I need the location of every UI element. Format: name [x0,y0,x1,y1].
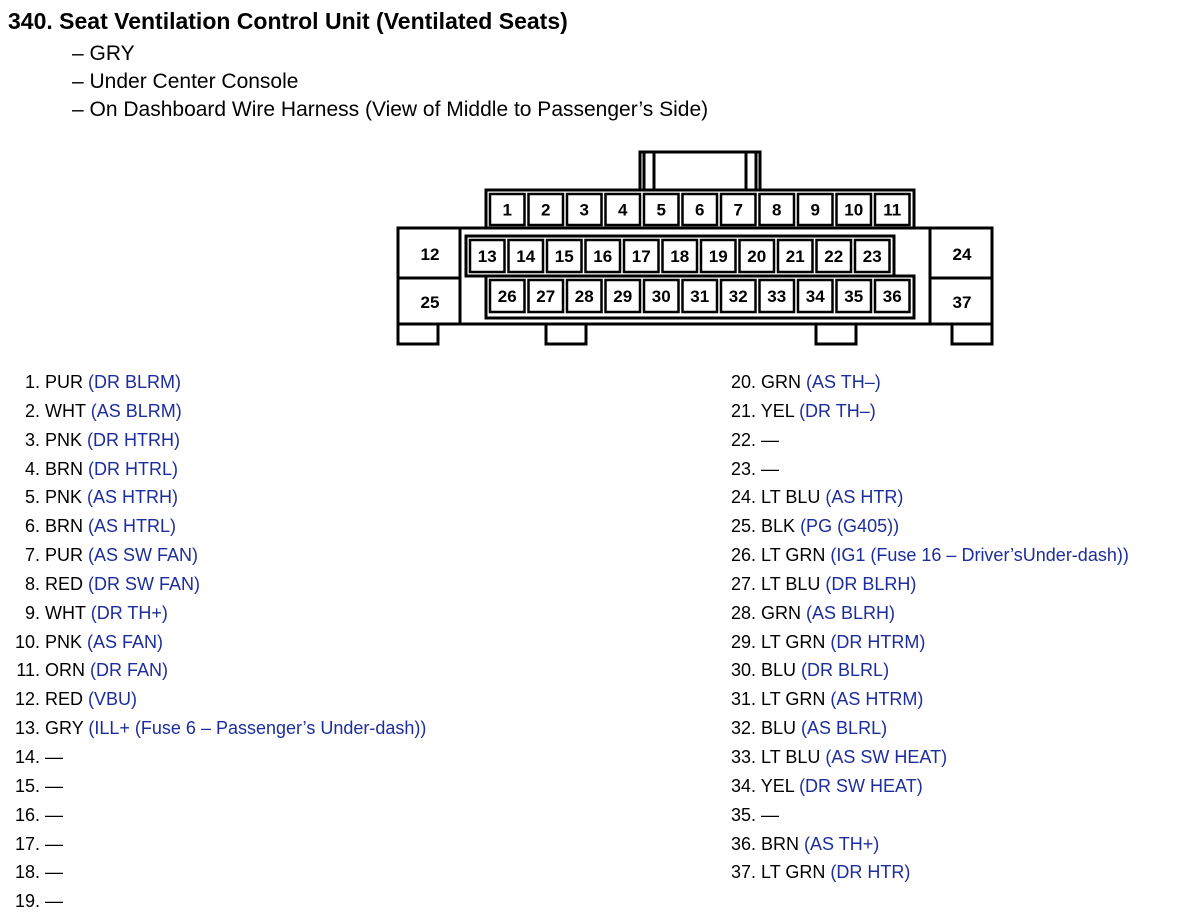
pin-number: 6. [24,516,40,537]
pin-entry [724,368,1129,397]
wire-color: — [45,804,64,825]
pin-number: 15. [14,775,40,796]
wire-color: PNK [45,631,83,652]
connector-latch [640,152,760,190]
pin-cell-label: 11 [883,200,902,220]
pin-cell-label: 1 [502,200,512,220]
pin-cell-label: 2 [541,200,551,220]
pin-list-right [724,368,1129,887]
pin-number: 23. [730,458,756,479]
pin-number: 34. [730,775,756,796]
pin-entry [724,830,1129,859]
pin-function: (DR HTRL) [88,458,179,479]
pin-number: 19. [14,891,40,912]
pin-entry [8,858,426,887]
pin-cell-label: 10 [844,200,864,220]
wire-color: — [761,458,780,479]
pin-number: 36. [730,833,756,854]
wire-color: GRN [761,602,802,623]
wire-color: PNK [45,487,83,508]
side-pin-label: 25 [420,293,440,312]
pin-cell-label: 19 [708,247,728,266]
pin-number: 21. [730,400,756,421]
pin-number: 32. [730,718,756,739]
wire-color: BRN [761,833,800,854]
pin-entry [8,830,426,859]
pin-cell-label: 16 [593,247,613,266]
pin-cell-label: 26 [497,287,517,306]
pin-number: 10. [14,631,40,652]
pin-cell-label: 22 [824,247,844,266]
pin-cell-label: 7 [733,200,743,220]
pin-function: (ILL+ (Fuse 6 – Passenger’s Under-dash)) [88,718,427,739]
pin-list-left [8,368,426,916]
pin-cell-label: 17 [631,247,651,266]
pin-entry [724,397,1129,426]
side-pin-label: 37 [952,293,972,312]
pin-number: 11. [16,660,40,681]
pin-number: 13. [14,718,40,739]
pin-entry [724,599,1129,628]
wire-color: PUR [45,545,84,566]
pin-entry [724,483,1129,512]
pin-entry [8,887,426,916]
connector-foot-3 [816,324,856,344]
pin-cell-label: 21 [785,247,805,266]
detail-color: – GRY [72,42,135,65]
pin-function: (AS TH–) [806,372,881,392]
pin-entry [8,714,426,743]
connector-foot-4 [952,324,992,344]
wire-color: PNK [45,429,83,450]
pin-cell-label: 28 [574,287,594,306]
pin-entry [8,512,426,541]
wire-color: GRN [761,372,802,392]
pin-number: 2. [24,400,40,421]
pin-entry [8,772,426,801]
pin-function: (AS HTRH) [87,487,179,508]
pin-function: (DR BLRL) [801,660,890,681]
pin-number: 25. [730,516,756,537]
pin-cells [421,194,972,312]
wire-color: LT GRN [761,631,826,652]
wire-color: PUR [45,372,84,392]
pin-entry [8,570,426,599]
pin-cell-label: 23 [862,247,882,266]
pin-entry [8,685,426,714]
pin-cell-label: 27 [536,287,556,306]
wire-color: BLU [761,718,797,739]
wire-color: WHT [45,602,86,623]
pin-entry [724,656,1129,685]
pin-cell-label: 9 [810,200,820,220]
pin-number: 1. [24,372,40,392]
pin-entry [724,743,1129,772]
pin-number: 8. [24,573,40,594]
pin-number: 5. [24,487,40,508]
wire-color: — [761,804,780,825]
pin-function: (DR SW FAN) [88,573,201,594]
pin-entry [8,743,426,772]
pin-entry [724,858,1129,887]
pin-cell-label: 3 [579,200,589,220]
pin-number: 31. [730,689,756,710]
pin-number: 37. [730,862,756,883]
wire-color: GRY [45,718,84,739]
detail-location: – Under Center Console [72,70,299,93]
pin-function: (IG1 (Fuse 16 – Driver’sUnder-dash)) [830,545,1129,566]
pin-cell-label: 29 [613,287,633,306]
pin-number: 27. [730,573,756,594]
connector-foot-2 [546,324,586,344]
pin-number: 3. [24,429,40,450]
pin-function: (DR HTR) [830,862,911,883]
pin-cell-label: 32 [728,287,748,306]
pin-function: (AS BLRH) [806,602,896,623]
wire-color: LT GRN [761,862,826,883]
wire-color: BLK [761,516,796,537]
connector-latch-arm-right [746,152,756,190]
pin-function: (DR FAN) [90,660,169,681]
pin-entry [8,599,426,628]
wire-color: LT GRN [761,545,826,566]
pin-function: (AS HTRL) [88,516,177,537]
pin-number: 20. [730,372,756,392]
pin-cell-label: 13 [477,247,497,266]
pin-function: (AS HTR) [825,487,904,508]
pin-number: 35. [730,804,756,825]
wire-color: BRN [45,458,84,479]
connector-latch-arm-left [644,152,654,190]
pin-function: (DR BLRM) [88,372,182,392]
wire-color: LT BLU [761,573,821,594]
pin-entry [724,772,1129,801]
pin-number: 29. [730,631,756,652]
pin-function: (AS HTRM) [830,689,924,710]
wire-color: BLU [761,660,797,681]
pin-cell-label: 36 [882,287,902,306]
pin-cell-label: 31 [690,287,710,306]
pin-number: 28. [730,602,756,623]
pin-entry [8,801,426,830]
pin-number: 16. [14,804,40,825]
pin-function: (DR SW HEAT) [799,775,923,796]
pin-number: 7. [24,545,40,566]
pin-cell-label: 15 [554,247,574,266]
pin-number: 26. [730,545,756,566]
pin-entry [724,455,1129,484]
wire-color: — [45,775,64,796]
pin-number: 30. [730,660,756,681]
pin-entry [8,628,426,657]
pin-entry [724,541,1129,570]
wire-color: YEL [760,400,795,421]
wire-color: YEL [760,775,795,796]
wire-color: — [45,862,64,883]
wire-color: ORN [45,660,86,681]
wire-color: LT GRN [761,689,826,710]
pin-entry [724,512,1129,541]
wire-color: LT BLU [761,487,821,508]
side-pin-label: 24 [952,245,972,264]
wire-color: — [45,833,64,854]
pin-cell-label: 4 [618,200,628,220]
pin-number: 33. [730,746,756,767]
pin-entry [724,714,1129,743]
pin-cell-label: 33 [767,287,787,306]
pin-entry [724,570,1129,599]
connector-foot-1 [398,324,438,344]
pin-entry [8,368,426,397]
pin-number: 12. [14,689,40,710]
pin-cell-label: 6 [695,200,705,220]
pin-number: 24. [730,487,756,508]
wire-color: BRN [45,516,84,537]
pin-number: 14. [14,746,40,767]
pin-entry [724,426,1129,455]
pin-number: 22. [730,429,756,450]
pin-cell-label: 35 [844,287,864,306]
pin-entry [8,656,426,685]
pin-cell-label: 8 [772,200,782,220]
pin-entry [8,397,426,426]
pin-function: (PG (G405)) [800,516,900,537]
pin-number: 18. [14,862,40,883]
wire-color: — [45,891,64,912]
pin-entry [8,541,426,570]
pin-number: 17. [14,833,40,854]
pin-entry [724,685,1129,714]
wire-color: RED [45,689,84,710]
pin-function: (AS FAN) [87,631,164,652]
pin-entry [724,801,1129,830]
pin-entry [8,426,426,455]
pin-entry [8,483,426,512]
pin-number: 4. [24,458,40,479]
detail-harness: – On Dashboard Wire Harness (View of Middle to Passenger’s Side) [72,98,709,121]
pin-function: (DR HTRH) [87,429,181,450]
pin-function: (DR BLRH) [825,573,917,594]
wire-color: RED [45,573,84,594]
pin-cell-label: 5 [656,200,666,220]
wire-color: — [45,746,64,767]
side-pin-label: 12 [420,245,440,264]
pin-function: (AS BLRM) [90,400,182,421]
pin-function: (DR HTRM) [830,631,926,652]
pin-cell-label: 14 [516,247,536,266]
pin-function: (DR TH+) [90,602,168,623]
pin-number: 9. [24,602,40,623]
pin-function: (AS SW HEAT) [825,746,948,767]
pin-function: (AS SW FAN) [88,545,199,566]
page-title: 340. Seat Ventilation Control Unit (Ventilated Seats) [8,8,568,34]
pin-cell-label: 34 [805,287,825,306]
pin-cell-label: 30 [651,287,671,306]
pin-cell-label: 20 [747,247,767,266]
pin-function: (VBU) [88,689,138,710]
pin-entry [8,455,426,484]
wire-color: LT BLU [761,746,821,767]
wire-color: — [761,429,780,450]
wire-color: WHT [45,400,86,421]
pin-function: (AS TH+) [804,833,880,854]
pin-function: (DR TH–) [799,400,876,421]
pin-cell-label: 18 [670,247,690,266]
pin-function: (AS BLRL) [801,718,888,739]
pin-entry [724,628,1129,657]
